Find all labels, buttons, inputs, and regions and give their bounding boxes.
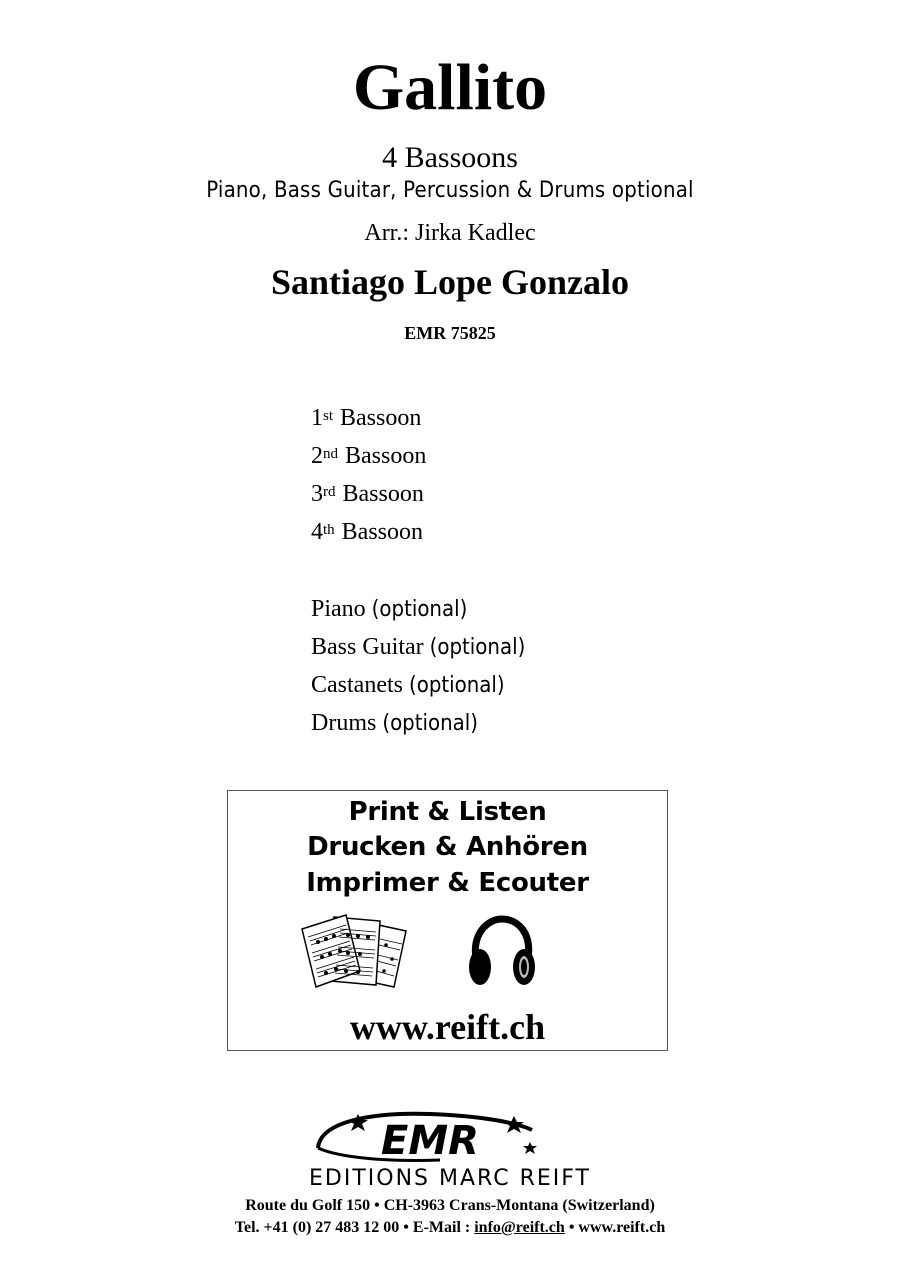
part-drums: Drums (optional) <box>311 710 479 736</box>
catalog-number: EMR 75825 <box>404 323 496 343</box>
part-piano: Piano (optional) <box>311 596 468 622</box>
headphones-icon <box>466 915 538 991</box>
arranger: Arr.: Jirka Kadlec <box>364 220 536 246</box>
promo-line-de: Drucken & Anhören <box>307 832 588 862</box>
part-bassoon-1: 1st Bassoon <box>311 405 422 431</box>
composer: Santiago Lope Gonzalo <box>270 262 630 302</box>
title: Gallito <box>352 51 548 124</box>
optional-instruments-line: Piano, Bass Guitar, Percussion & Drums optional <box>206 178 694 203</box>
emr-logo <box>310 1108 550 1166</box>
publisher-address: Route du Golf 150 • CH-3963 Crans-Montana (Switzerland) <box>245 1197 655 1214</box>
web-link[interactable]: • www.reift.ch <box>568 1219 666 1236</box>
part-bassoon-3: 3rd Bassoon <box>311 481 424 507</box>
email-link[interactable]: info@reift.ch <box>474 1219 565 1236</box>
emr-logo-text: EMR <box>381 1118 479 1164</box>
part-castanets: Castanets (optional) <box>311 672 505 698</box>
promo-line-en: Print & Listen <box>348 797 547 827</box>
print-listen-box <box>227 790 668 1051</box>
promo-url[interactable]: www.reift.ch <box>349 1007 546 1047</box>
publisher-name: EDITIONS MARC REIFT <box>309 1166 591 1191</box>
subtitle: 4 Bassoons <box>382 141 518 174</box>
publisher-contact: Tel. +41 (0) 27 483 12 00 • E-Mail : info@reift.ch • www.reift.ch <box>234 1219 666 1236</box>
part-bass-guitar: Bass Guitar (optional) <box>311 634 526 660</box>
promo-line-fr: Imprimer & Ecouter <box>306 868 589 898</box>
sheet-music-icon <box>300 911 412 993</box>
part-bassoon-2: 2nd Bassoon <box>311 443 427 469</box>
part-bassoon-4: 4th Bassoon <box>311 519 424 545</box>
